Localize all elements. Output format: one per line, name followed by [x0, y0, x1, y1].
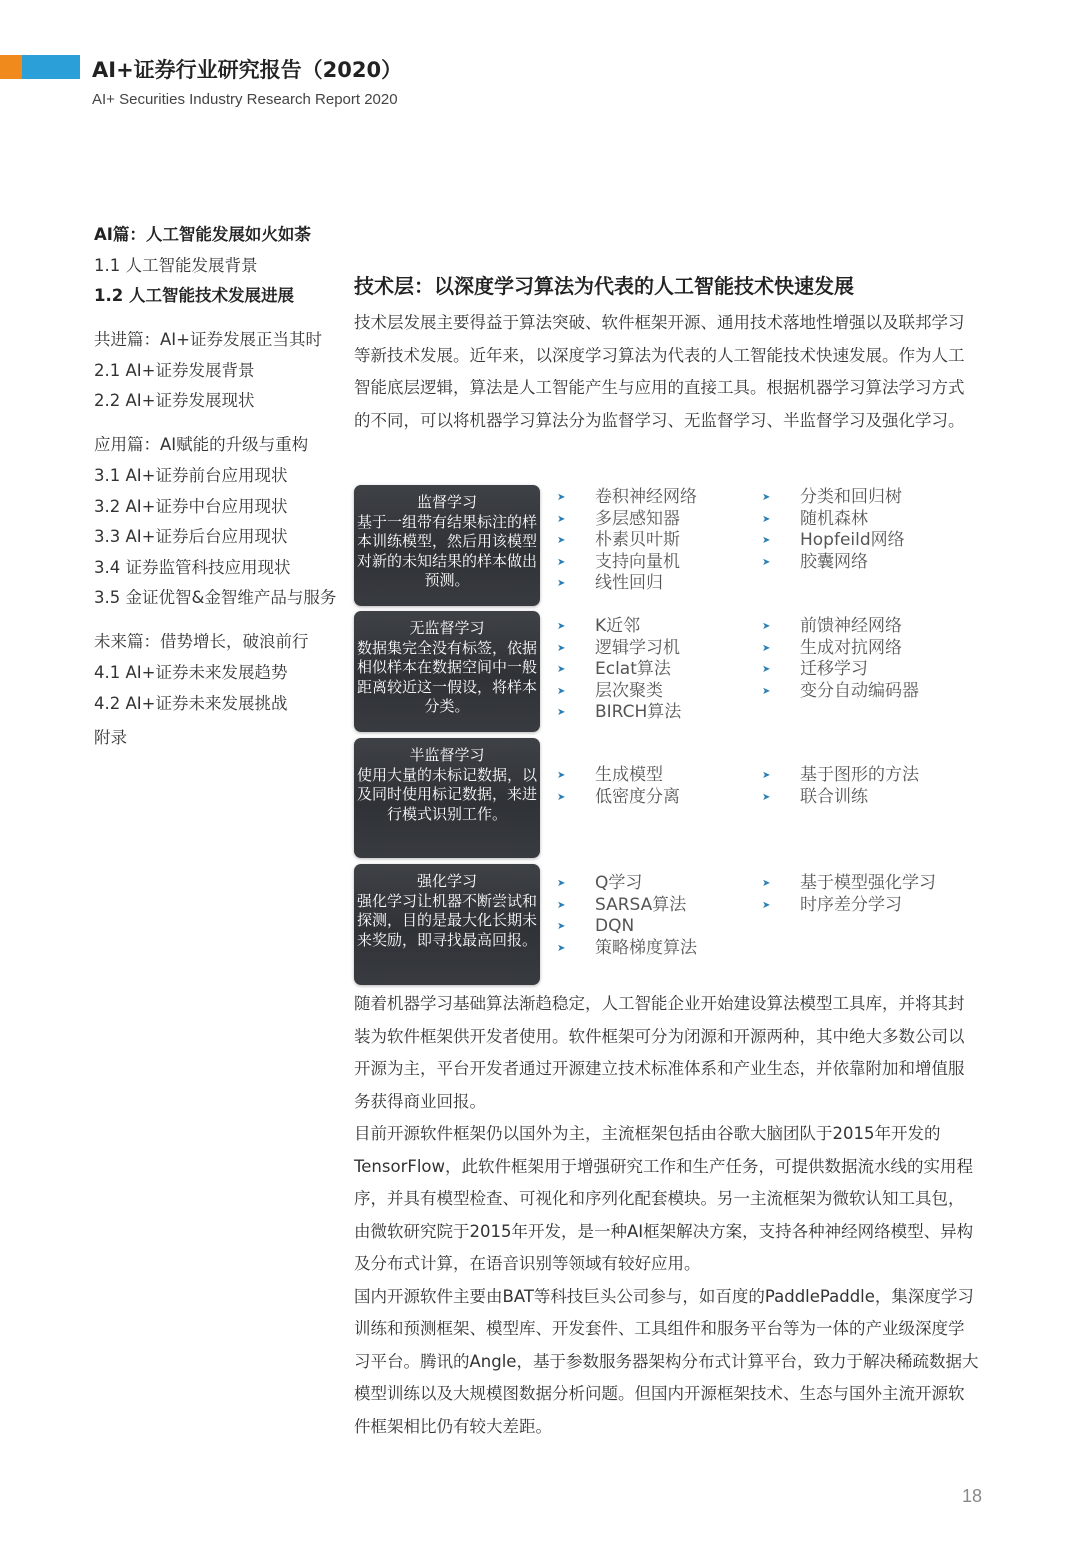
algo-desc: 使用大量的未标记数据，以及同时使用标记数据，来进行模式识别工作。: [356, 765, 537, 823]
list-item: ➤ BIRCH算法: [557, 702, 682, 722]
arrow-icon: ➤: [762, 535, 771, 546]
arrow-icon: ➤: [557, 492, 566, 503]
algo-box-semi-supervised: [354, 738, 540, 858]
paragraph-frameworks: 随着机器学习基础算法渐趋稳定，人工智能企业开始建设算法模型工具库，并将其封装为软件框架供开发者使用。软件框架可分为闭源和开源两种，其中绝大多数公司以开源为主，平台开发者通过开源建立技术标准体系和产业生态，并依靠附加和增值服务获得商业回报。: [354, 994, 965, 1111]
toc-item[interactable]: 2.1 AI+证券发展背景: [94, 360, 255, 380]
list-item: ➤ 胶囊网络: [762, 551, 868, 572]
table-of-contents: [94, 224, 352, 757]
arrow-icon: ➤: [762, 791, 771, 803]
arrow-icon: ➤: [762, 664, 771, 675]
list-item: ➤ 联合训练: [762, 786, 868, 807]
arrow-icon: ➤: [557, 621, 566, 632]
body-paragraphs: [354, 988, 979, 1443]
arrow-icon: ➤: [557, 878, 566, 889]
arrow-icon: ➤: [557, 578, 566, 589]
algo-desc: 数据集完全没有标签，依据相似样本在数据空间中一般距离较近这一假设，将样本分类。: [356, 638, 537, 715]
algo-list-unsupervised-1: [555, 616, 681, 724]
report-subtitle: AI+ Securities Industry Research Report 2020: [92, 91, 398, 108]
algo-list-reinforcement-1: [555, 873, 697, 959]
arrow-icon: ➤: [557, 942, 566, 954]
list-item: ➤ Eclat算法: [557, 659, 671, 679]
arrow-icon: ➤: [557, 556, 566, 568]
algo-box-supervised: [354, 485, 540, 606]
algo-desc: 强化学习让机器不断尝试和探测，目的是最大化长期未来奖励，即寻找最高回报。: [356, 891, 537, 949]
list-item: ➤ 朴素贝叶斯: [557, 530, 680, 550]
toc-item[interactable]: 4.1 AI+证券未来发展趋势: [94, 662, 288, 682]
toc-item-current[interactable]: 1.2 人工智能技术发展进展: [94, 286, 294, 306]
arrow-icon: ➤: [557, 685, 566, 697]
toc-section-future[interactable]: 未来篇：借势增长，破浪前行: [94, 632, 309, 652]
arrow-icon: ➤: [557, 921, 566, 932]
list-item: ➤ 基于模型强化学习: [762, 873, 936, 893]
arrow-icon: ➤: [762, 685, 771, 697]
algo-list-semi-1: [555, 765, 680, 808]
algo-title: 强化学习: [416, 872, 477, 890]
algo-title: 半监督学习: [409, 746, 485, 764]
arrow-icon: ➤: [557, 642, 566, 654]
list-item: ➤ 前馈神经网络: [762, 616, 902, 636]
list-item: ➤ 多层感知器: [557, 508, 680, 529]
arrow-icon: ➤: [557, 899, 566, 911]
list-item: ➤ 层次聚类: [557, 680, 663, 701]
list-item: ➤ 变分自动编码器: [762, 680, 919, 701]
arrow-icon: ➤: [557, 770, 566, 781]
toc-section-application[interactable]: 应用篇：AI赋能的升级与重构: [94, 435, 309, 455]
toc-item[interactable]: 3.5 金证优智&金智维产品与服务: [94, 588, 337, 608]
list-item: ➤ 随机森林: [762, 508, 868, 529]
intro-paragraph: [354, 307, 979, 437]
arrow-icon: ➤: [557, 664, 566, 675]
toc-section-cooperation[interactable]: 共进篇：AI+证券发展正当其时: [94, 330, 322, 350]
list-item: ➤ 逻辑学习机: [557, 637, 680, 658]
list-item: ➤ 线性回归: [557, 573, 663, 593]
arrow-icon: ➤: [762, 899, 771, 911]
algo-list-supervised-1: [555, 487, 697, 595]
list-item: ➤ 支持向量机: [557, 551, 680, 572]
arrow-icon: ➤: [557, 513, 566, 525]
arrow-icon: ➤: [557, 535, 566, 546]
intro-text: 技术层发展主要得益于算法突破、软件框架开源、通用技术落地性增强以及联邦学习等新技术发展。近年来，以深度学习算法为代表的人工智能技术快速发展。作为人工智能底层逻辑，算法是人工智能产生与应用的直接工具。根据机器学习算法学习方式的不同，可以将机器学习算法分为监督学习、无监督学习、半监督学习及强化学习。: [354, 313, 965, 430]
toc-item[interactable]: 4.2 AI+证券未来发展挑战: [94, 693, 288, 713]
list-item: ➤ 低密度分离: [557, 786, 680, 807]
algo-title: 监督学习: [416, 493, 477, 511]
paragraph-foreign-frameworks: 目前开源软件框架仍以国外为主，主流框架包括由谷歌大脑团队于2015年开发的TensorFlow，此软件框架用于增强研究工作和生产任务，可提供数据流水线的实用程序，并具有模型检查、可视化和序列化配套模块。另一主流框架为微软认知工具包，由微软研究院于2015年开发，是一种AI框架解决方案，支持各种神经网络模型、异构及分布式计算，在语音识别等领域有较好应用。: [354, 1124, 974, 1273]
header-accent-orange: [0, 55, 22, 79]
list-item: ➤ 时序差分学习: [762, 894, 902, 915]
section-title: 技术层：以深度学习算法为代表的人工智能技术快速发展: [354, 274, 854, 298]
toc-item[interactable]: 3.3 AI+证券后台应用现状: [94, 527, 288, 547]
algo-box-unsupervised: [354, 611, 540, 732]
list-item: ➤ 策略梯度算法: [557, 937, 697, 958]
list-item: ➤ 生成对抗网络: [762, 637, 902, 658]
algo-box-reinforcement: [354, 864, 540, 985]
arrow-icon: ➤: [762, 642, 771, 654]
list-item: ➤ K近邻: [557, 616, 641, 636]
list-item: ➤ Hopfeild网络: [762, 530, 905, 550]
list-item: ➤ SARSA算法: [557, 894, 687, 915]
list-item: ➤ 生成模型: [557, 765, 663, 785]
algo-list-reinforcement-2: [760, 873, 936, 916]
arrow-icon: ➤: [762, 621, 771, 632]
page-number: 18: [962, 1486, 983, 1506]
list-item: ➤ 分类和回归树: [762, 487, 902, 507]
toc-appendix[interactable]: 附录: [94, 727, 127, 747]
algo-list-unsupervised-2: [760, 616, 919, 702]
arrow-icon: ➤: [762, 556, 771, 568]
list-item: ➤ DQN: [557, 916, 635, 936]
arrow-icon: ➤: [762, 878, 771, 889]
arrow-icon: ➤: [762, 492, 771, 503]
arrow-icon: ➤: [762, 513, 771, 525]
list-item: ➤ 迁移学习: [762, 659, 868, 679]
toc-section-ai[interactable]: AI篇：人工智能发展如火如荼: [94, 225, 311, 244]
algo-list-supervised-2: [760, 487, 905, 573]
toc-item[interactable]: 1.1 人工智能发展背景: [94, 255, 258, 275]
list-item: ➤ 基于图形的方法: [762, 765, 919, 785]
toc-item[interactable]: 2.2 AI+证券发展现状: [94, 391, 255, 411]
toc-item[interactable]: 3.4 证券监管科技应用现状: [94, 557, 291, 577]
toc-item[interactable]: 3.2 AI+证券中台应用现状: [94, 496, 288, 516]
paragraph-domestic-frameworks: 国内开源软件主要由BAT等科技巨头公司参与，如百度的PaddlePaddle，集深度学习训练和预测框架、模型库、开发套件、工具组件和服务平台等为一体的产业级深度学习平台。腾讯的Angle，基于参数服务器架构分布式计算平台，致力于解决稀疏数据大模型训练以及大规模图数据分析问题。但国内开源框架技术、生态与国外主流开源软件框架相比仍有较大差距。: [354, 1286, 979, 1436]
arrow-icon: ➤: [557, 791, 566, 803]
report-title: AI+证券行业研究报告（2020）: [92, 58, 403, 82]
arrow-icon: ➤: [557, 707, 566, 718]
list-item: ➤ 卷积神经网络: [557, 487, 697, 507]
algo-title: 无监督学习: [409, 619, 485, 637]
header-accent-blue: [22, 55, 80, 79]
algo-desc: 基于一组带有结果标注的样本训练模型，然后用该模型对新的未知结果的样本做出预测。: [356, 512, 537, 589]
algo-list-semi-2: [760, 765, 919, 808]
arrow-icon: ➤: [762, 770, 771, 781]
list-item: ➤ Q学习: [557, 873, 643, 893]
toc-item[interactable]: 3.1 AI+证券前台应用现状: [94, 465, 288, 485]
